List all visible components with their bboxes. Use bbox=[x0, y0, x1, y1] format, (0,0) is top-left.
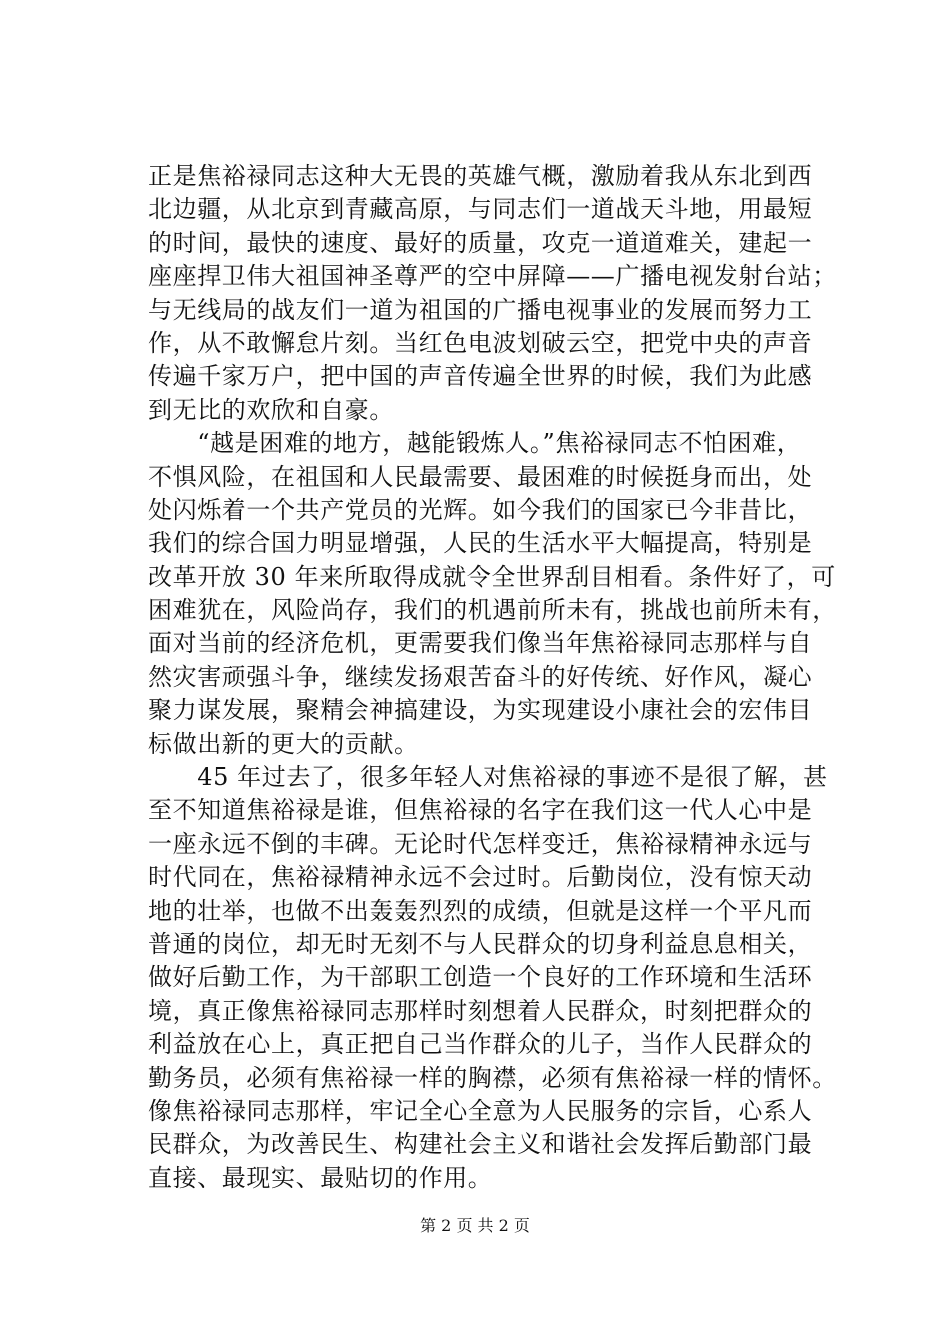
text-line: 标做出新的更大的贡献。 bbox=[148, 729, 419, 758]
text-line: 我们的综合国力明显增强，人民的生活水平大幅提高，特别是 bbox=[148, 529, 813, 558]
text-line: 勤务员，必须有焦裕禄一样的胸襟，必须有焦裕禄一样的情怀。 bbox=[148, 1063, 837, 1092]
page-footer bbox=[0, 1216, 950, 1236]
text-line: 传遍千家万户，把中国的声音传遍全世界的时候，我们为此感 bbox=[148, 362, 813, 391]
text-line: 处闪烁着一个共产党员的光辉。如今我们的国家已今非昔比， bbox=[148, 495, 813, 524]
text-line: 地的壮举，也做不出轰轰烈烈的成绩，但就是这样一个平凡而 bbox=[148, 896, 813, 925]
text-line: 时代同在，焦裕禄精神永远不会过时。后勤岗位，没有惊天动 bbox=[148, 863, 813, 892]
text-line: 然灾害顽强斗争，继续发扬艰苦奋斗的好传统、好作风，凝心 bbox=[148, 662, 813, 691]
text-line: 北边疆，从北京到青藏高原，与同志们一道战天斗地，用最短 bbox=[148, 195, 813, 224]
text-line: 面对当前的经济危机，更需要我们像当年焦裕禄同志那样与自 bbox=[148, 629, 813, 658]
text-line: 直接、最现实、最贴切的作用。 bbox=[148, 1163, 493, 1192]
text-line: 45 年过去了，很多年轻人对焦裕禄的事迹不是很了解，甚 bbox=[148, 763, 828, 792]
page-number-label: 第 2 页 共 2 页 bbox=[420, 1216, 530, 1235]
text-line: 像焦裕禄同志那样，牢记全心全意为人民服务的宗旨，心系人 bbox=[148, 1096, 813, 1125]
text-line: 作，从不敢懈怠片刻。当红色电波划破云空，把党中央的声音 bbox=[148, 328, 813, 357]
text-line: “越是困难的地方，越能锻炼人。”焦裕禄同志不怕困难， bbox=[148, 429, 802, 458]
text-line: 聚力谋发展，聚精会神搞建设，为实现建设小康社会的宏伟目 bbox=[148, 696, 813, 725]
text-line: 普通的岗位，却无时无刻不与人民群众的切身利益息息相关， bbox=[148, 929, 813, 958]
text-line: 做好后勤工作，为干部职工创造一个良好的工作环境和生活环 bbox=[148, 963, 813, 992]
text-line: 民群众，为改善民生、构建社会主义和谐社会发挥后勤部门最 bbox=[148, 1130, 813, 1159]
text-line: 改革开放 30 年来所取得成就令全世界刮目相看。条件好了，可 bbox=[148, 562, 836, 591]
text-line: 与无线局的战友们一道为祖国的广播电视事业的发展而努力工 bbox=[148, 295, 813, 324]
text-line: 座座捍卫伟大祖国神圣尊严的空中屏障——广播电视发射台站； bbox=[148, 262, 837, 291]
text-line: 利益放在心上，真正把自己当作群众的儿子，当作人民群众的 bbox=[148, 1030, 813, 1059]
text-line: 至不知道焦裕禄是谁，但焦裕禄的名字在我们这一代人心中是 bbox=[148, 796, 813, 825]
text-line: 到无比的欢欣和自豪。 bbox=[148, 395, 394, 424]
text-line: 境，真正像焦裕禄同志那样时刻想着人民群众，时刻把群众的 bbox=[148, 996, 813, 1025]
text-line: 正是焦裕禄同志这种大无畏的英雄气概，激励着我从东北到西 bbox=[148, 162, 813, 190]
text-line: 困难犹在，风险尚存，我们的机遇前所未有，挑战也前所未有， bbox=[148, 596, 837, 625]
text-line: 不惧风险，在祖国和人民最需要、最困难的时候挺身而出，处 bbox=[148, 462, 813, 491]
document-body bbox=[148, 160, 837, 1195]
text-line: 的时间，最快的速度、最好的质量，攻克一道道难关，建起一 bbox=[148, 228, 813, 257]
text-line: 一座永远不倒的丰碑。无论时代怎样变迁，焦裕禄精神永远与 bbox=[148, 829, 813, 858]
